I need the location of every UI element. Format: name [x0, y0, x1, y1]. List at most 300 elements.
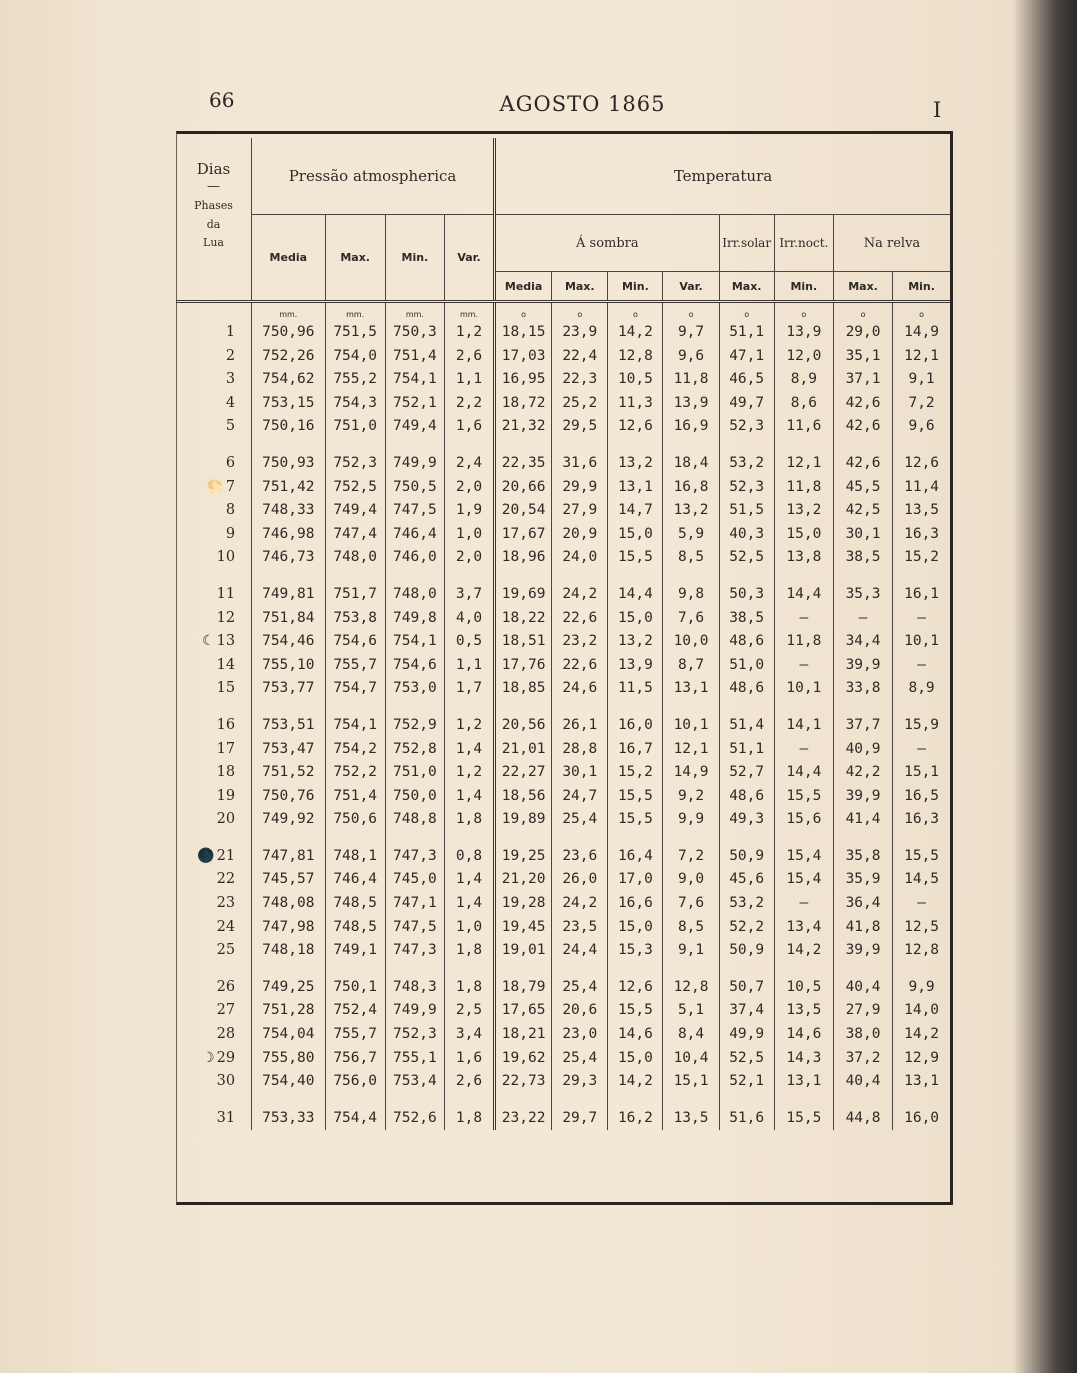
cell-r-max: 42,2: [833, 761, 892, 785]
cell-s-var: 12,8: [663, 976, 719, 1000]
cell-s-media: 18,22: [495, 607, 552, 631]
cell-s-media: 22,73: [495, 1070, 552, 1094]
day-number: 14: [216, 656, 236, 673]
cell-s-min: 10,5: [608, 368, 663, 392]
header-irr-solar: Irr.solar: [719, 215, 774, 272]
table-row: [176, 452, 950, 476]
cell-p-max: 751,5: [325, 321, 385, 345]
row-gap: [176, 701, 950, 714]
day-cell: [176, 714, 252, 738]
cell-p-min: 754,1: [385, 630, 444, 654]
cell-p-media: 753,15: [252, 392, 326, 416]
day-number: 28: [216, 1026, 236, 1043]
cell-r-min: 12,5: [893, 916, 950, 940]
day-cell: [176, 321, 252, 345]
cell-irs-max: 52,3: [719, 415, 774, 439]
cell-r-min: 14,2: [893, 1023, 950, 1047]
cell-p-media: 753,47: [252, 738, 326, 762]
cell-p-var: 1,8: [444, 1107, 494, 1131]
day-cell: [176, 476, 252, 500]
header-dias: [176, 138, 252, 302]
cell-s-max: 29,5: [552, 415, 608, 439]
cell-irs-max: 53,2: [719, 892, 774, 916]
day-number: 2: [225, 347, 236, 364]
cell-s-media: 19,01: [495, 939, 552, 963]
cell-r-min: —: [893, 892, 950, 916]
cell-irn-min: 11,8: [774, 476, 833, 500]
moon-phase-icon: 🌑: [197, 847, 215, 864]
cell-p-min: 752,3: [385, 1023, 444, 1047]
day-number: 9: [225, 525, 236, 542]
cell-p-var: 2,6: [444, 1070, 494, 1094]
cell-p-var: 1,6: [444, 1047, 494, 1071]
cell-p-max: 752,2: [325, 761, 385, 785]
day-cell: [176, 607, 252, 631]
cell-r-max: 38,0: [833, 1023, 892, 1047]
cell-s-media: 19,69: [495, 583, 552, 607]
cell-p-media: 746,98: [252, 523, 326, 547]
cell-r-max: 30,1: [833, 523, 892, 547]
cell-irs-max: 49,9: [719, 1023, 774, 1047]
table-row: [176, 976, 950, 1000]
header-irn-min: Min.: [774, 272, 833, 302]
day-cell: [176, 1070, 252, 1094]
day-number: 5: [225, 418, 236, 435]
cell-p-var: 1,0: [444, 916, 494, 940]
cell-p-var: 2,0: [444, 546, 494, 570]
cell-s-min: 15,2: [608, 761, 663, 785]
cell-s-min: 16,6: [608, 892, 663, 916]
cell-irs-max: 46,5: [719, 368, 774, 392]
cell-r-min: 16,5: [893, 785, 950, 809]
cell-s-var: 7,2: [663, 845, 719, 869]
table-row: [176, 939, 950, 963]
cell-p-var: 0,5: [444, 630, 494, 654]
cell-s-min: 15,5: [608, 808, 663, 832]
cell-p-media: 755,10: [252, 654, 326, 678]
cell-s-var: 11,8: [663, 368, 719, 392]
cell-s-min: 15,0: [608, 916, 663, 940]
cell-r-max: 29,0: [833, 321, 892, 345]
header-r-max: Max.: [833, 272, 892, 302]
cell-s-max: 29,3: [552, 1070, 608, 1094]
row-gap: [176, 963, 950, 976]
table-row: [176, 368, 950, 392]
cell-irn-min: 8,6: [774, 392, 833, 416]
table-row: [176, 892, 950, 916]
day-number: 22: [216, 871, 236, 888]
cell-p-media: 750,93: [252, 452, 326, 476]
cell-irs-max: 52,5: [719, 1047, 774, 1071]
cell-p-max: 752,5: [325, 476, 385, 500]
cell-s-min: 12,6: [608, 976, 663, 1000]
cell-s-min: 16,0: [608, 714, 663, 738]
day-number: 4: [225, 394, 236, 411]
cell-p-var: 1,2: [444, 761, 494, 785]
day-number: 25: [216, 942, 236, 959]
cell-irs-max: 53,2: [719, 452, 774, 476]
cell-s-var: 13,9: [663, 392, 719, 416]
cell-p-max: 754,7: [325, 677, 385, 701]
table-row: [176, 714, 950, 738]
cell-irn-min: 11,6: [774, 415, 833, 439]
day-number: 15: [216, 680, 236, 697]
cell-s-max: 30,1: [552, 761, 608, 785]
cell-p-max: 746,4: [325, 868, 385, 892]
cell-p-var: 1,0: [444, 523, 494, 547]
cell-irs-max: 51,4: [719, 714, 774, 738]
cell-s-min: 15,5: [608, 546, 663, 570]
cell-p-min: 748,8: [385, 808, 444, 832]
cell-s-min: 14,6: [608, 1023, 663, 1047]
cell-s-max: 24,2: [552, 583, 608, 607]
cell-s-min: 13,1: [608, 476, 663, 500]
unit-degree: o: [833, 302, 892, 322]
cell-s-min: 12,8: [608, 345, 663, 369]
cell-irs-max: 48,6: [719, 630, 774, 654]
cell-irs-max: 51,6: [719, 1107, 774, 1131]
row-gap: [176, 1094, 950, 1107]
unit-degree: o: [719, 302, 774, 322]
cell-s-media: 22,27: [495, 761, 552, 785]
cell-p-var: 2,0: [444, 476, 494, 500]
header-p-media: Media: [252, 215, 326, 302]
cell-s-var: 8,7: [663, 654, 719, 678]
cell-irn-min: —: [774, 892, 833, 916]
cell-p-var: 1,4: [444, 738, 494, 762]
day-number: 19: [216, 787, 236, 804]
page-mark: I: [933, 98, 942, 122]
cell-s-max: 20,9: [552, 523, 608, 547]
cell-r-max: 39,9: [833, 939, 892, 963]
cell-r-min: 14,5: [893, 868, 950, 892]
day-cell: [176, 677, 252, 701]
cell-s-min: 16,4: [608, 845, 663, 869]
cell-s-var: 18,4: [663, 452, 719, 476]
day-number: 27: [216, 1002, 236, 1019]
cell-irs-max: 52,3: [719, 476, 774, 500]
day-number: 1: [225, 324, 236, 340]
table-row: [176, 630, 950, 654]
day-cell: [176, 523, 252, 547]
cell-irn-min: 13,5: [774, 999, 833, 1023]
cell-s-max: 25,4: [552, 976, 608, 1000]
cell-r-min: —: [893, 607, 950, 631]
cell-s-media: 18,72: [495, 392, 552, 416]
cell-irn-min: 12,1: [774, 452, 833, 476]
cell-p-min: 751,0: [385, 761, 444, 785]
table-row: [176, 845, 950, 869]
table-row: [176, 916, 950, 940]
day-number: 17: [216, 740, 236, 757]
cell-s-max: 24,0: [552, 546, 608, 570]
cell-irs-max: 51,1: [719, 738, 774, 762]
cell-r-min: 15,9: [893, 714, 950, 738]
table-row: [176, 499, 950, 523]
cell-p-media: 751,28: [252, 999, 326, 1023]
cell-s-var: 5,1: [663, 999, 719, 1023]
cell-p-min: 750,3: [385, 321, 444, 345]
cell-irn-min: 14,4: [774, 761, 833, 785]
cell-p-max: 748,0: [325, 546, 385, 570]
cell-s-media: 17,03: [495, 345, 552, 369]
cell-p-media: 747,98: [252, 916, 326, 940]
cell-p-var: 1,4: [444, 785, 494, 809]
cell-s-var: 9,6: [663, 345, 719, 369]
cell-irs-max: 50,3: [719, 583, 774, 607]
cell-s-max: 26,1: [552, 714, 608, 738]
cell-r-max: 42,6: [833, 415, 892, 439]
cell-s-media: 19,25: [495, 845, 552, 869]
cell-s-media: 20,54: [495, 499, 552, 523]
cell-s-min: 14,2: [608, 1070, 663, 1094]
cell-irn-min: 15,5: [774, 785, 833, 809]
table-row: [176, 546, 950, 570]
cell-p-var: 1,8: [444, 808, 494, 832]
cell-s-min: 13,2: [608, 452, 663, 476]
cell-p-min: 748,3: [385, 976, 444, 1000]
cell-p-min: 747,5: [385, 499, 444, 523]
cell-irn-min: —: [774, 654, 833, 678]
cell-p-min: 745,0: [385, 868, 444, 892]
cell-s-var: 8,5: [663, 916, 719, 940]
cell-s-var: 9,8: [663, 583, 719, 607]
day-number: 30: [216, 1073, 236, 1090]
table-row: [176, 738, 950, 762]
cell-r-max: 37,7: [833, 714, 892, 738]
cell-p-var: 2,2: [444, 392, 494, 416]
cell-s-max: 27,9: [552, 499, 608, 523]
cell-p-max: 754,0: [325, 345, 385, 369]
cell-s-var: 14,9: [663, 761, 719, 785]
cell-r-max: —: [833, 607, 892, 631]
table-row: [176, 808, 950, 832]
cell-p-media: 750,96: [252, 321, 326, 345]
cell-r-min: 15,5: [893, 845, 950, 869]
cell-s-media: 21,01: [495, 738, 552, 762]
cell-r-min: 8,9: [893, 677, 950, 701]
cell-p-min: 747,3: [385, 939, 444, 963]
cell-s-media: 19,89: [495, 808, 552, 832]
table-row: [176, 1047, 950, 1071]
cell-p-min: 755,1: [385, 1047, 444, 1071]
cell-s-min: 15,0: [608, 1047, 663, 1071]
cell-s-min: 17,0: [608, 868, 663, 892]
cell-p-var: 1,4: [444, 892, 494, 916]
cell-s-var: 9,0: [663, 868, 719, 892]
cell-s-media: 20,56: [495, 714, 552, 738]
cell-s-var: 9,7: [663, 321, 719, 345]
cell-irs-max: 50,9: [719, 939, 774, 963]
cell-s-min: 15,0: [608, 523, 663, 547]
cell-r-max: 37,2: [833, 1047, 892, 1071]
cell-r-max: 45,5: [833, 476, 892, 500]
cell-s-max: 20,6: [552, 999, 608, 1023]
cell-p-min: 752,6: [385, 1107, 444, 1131]
day-number: 24: [216, 918, 236, 935]
cell-r-max: 40,4: [833, 1070, 892, 1094]
cell-p-min: 747,5: [385, 916, 444, 940]
cell-p-media: 751,84: [252, 607, 326, 631]
cell-s-min: 16,7: [608, 738, 663, 762]
cell-irs-max: 50,9: [719, 845, 774, 869]
cell-p-max: 748,1: [325, 845, 385, 869]
cell-s-max: 23,6: [552, 845, 608, 869]
day-cell: [176, 939, 252, 963]
cell-irs-max: 52,5: [719, 546, 774, 570]
cell-s-var: 12,1: [663, 738, 719, 762]
day-cell: [176, 1023, 252, 1047]
cell-p-var: 4,0: [444, 607, 494, 631]
moon-phase-icon: ☾: [202, 633, 215, 650]
table-row: [176, 607, 950, 631]
cell-s-media: 21,20: [495, 868, 552, 892]
header-irs-max: Max.: [719, 272, 774, 302]
cell-p-max: 749,1: [325, 939, 385, 963]
cell-r-max: 42,6: [833, 452, 892, 476]
day-cell: [176, 868, 252, 892]
cell-p-min: 753,4: [385, 1070, 444, 1094]
cell-s-var: 9,9: [663, 808, 719, 832]
day-number: 21: [216, 847, 236, 864]
cell-p-var: 1,6: [444, 415, 494, 439]
cell-p-media: 752,26: [252, 345, 326, 369]
table-row: [176, 868, 950, 892]
cell-s-max: 25,2: [552, 392, 608, 416]
day-number: 16: [216, 716, 236, 733]
day-cell: [176, 345, 252, 369]
cell-r-min: 9,6: [893, 415, 950, 439]
day-cell: [176, 415, 252, 439]
cell-p-var: 1,8: [444, 976, 494, 1000]
cell-s-max: 25,4: [552, 1047, 608, 1071]
header-p-var: Var.: [444, 215, 494, 302]
cell-s-media: 20,66: [495, 476, 552, 500]
cell-r-max: 35,9: [833, 868, 892, 892]
cell-s-var: 7,6: [663, 607, 719, 631]
cell-p-max: 752,4: [325, 999, 385, 1023]
cell-p-media: 754,62: [252, 368, 326, 392]
cell-p-min: 751,4: [385, 345, 444, 369]
cell-s-min: 16,2: [608, 1107, 663, 1131]
cell-r-min: 13,5: [893, 499, 950, 523]
cell-r-max: 40,4: [833, 976, 892, 1000]
cell-p-max: 751,0: [325, 415, 385, 439]
day-number: 31: [216, 1109, 236, 1126]
cell-irs-max: 40,3: [719, 523, 774, 547]
cell-s-var: 5,9: [663, 523, 719, 547]
cell-r-min: 12,9: [893, 1047, 950, 1071]
day-cell: [176, 892, 252, 916]
cell-p-var: 2,4: [444, 452, 494, 476]
cell-s-media: 17,67: [495, 523, 552, 547]
cell-p-var: 1,7: [444, 677, 494, 701]
cell-p-min: 746,0: [385, 546, 444, 570]
cell-p-min: 749,9: [385, 999, 444, 1023]
meteorological-table: [176, 138, 950, 1130]
cell-p-media: 753,33: [252, 1107, 326, 1131]
cell-s-media: 17,76: [495, 654, 552, 678]
cell-s-min: 14,7: [608, 499, 663, 523]
day-cell: [176, 845, 252, 869]
cell-r-max: 35,1: [833, 345, 892, 369]
day-number: 3: [225, 371, 236, 388]
row-gap: [176, 439, 950, 452]
cell-r-min: 16,1: [893, 583, 950, 607]
unit-degree: o: [893, 302, 950, 322]
cell-s-media: 23,22: [495, 1107, 552, 1131]
cell-p-media: 748,18: [252, 939, 326, 963]
cell-p-media: 754,46: [252, 630, 326, 654]
day-cell: [176, 916, 252, 940]
cell-p-min: 747,1: [385, 892, 444, 916]
cell-p-media: 750,76: [252, 785, 326, 809]
day-cell: [176, 452, 252, 476]
cell-r-min: 15,1: [893, 761, 950, 785]
header-r-min: Min.: [893, 272, 950, 302]
cell-p-max: 747,4: [325, 523, 385, 547]
cell-p-var: 1,2: [444, 714, 494, 738]
cell-s-var: 9,2: [663, 785, 719, 809]
header-s-min: Min.: [608, 272, 663, 302]
day-cell: [176, 976, 252, 1000]
cell-s-max: 23,5: [552, 916, 608, 940]
cell-s-var: 8,4: [663, 1023, 719, 1047]
header-a-sombra: Á sombra: [495, 215, 720, 272]
cell-s-max: 22,6: [552, 654, 608, 678]
cell-s-max: 24,2: [552, 892, 608, 916]
cell-s-max: 29,9: [552, 476, 608, 500]
cell-p-min: 754,6: [385, 654, 444, 678]
cell-s-max: 22,6: [552, 607, 608, 631]
header-irr-noct: Irr.noct.: [774, 215, 833, 272]
cell-s-media: 18,51: [495, 630, 552, 654]
cell-irn-min: —: [774, 607, 833, 631]
cell-irn-min: 14,6: [774, 1023, 833, 1047]
cell-irn-min: 12,0: [774, 345, 833, 369]
cell-s-min: 11,3: [608, 392, 663, 416]
day-cell: [176, 368, 252, 392]
cell-irn-min: —: [774, 738, 833, 762]
table-row: [176, 785, 950, 809]
cell-r-max: 42,5: [833, 499, 892, 523]
cell-p-var: 1,1: [444, 368, 494, 392]
header-s-max: Max.: [552, 272, 608, 302]
cell-s-var: 16,9: [663, 415, 719, 439]
cell-s-media: 18,56: [495, 785, 552, 809]
header-na-relva: Na relva: [833, 215, 950, 272]
cell-p-media: 747,81: [252, 845, 326, 869]
cell-p-media: 746,73: [252, 546, 326, 570]
cell-r-max: 41,8: [833, 916, 892, 940]
cell-irn-min: 14,3: [774, 1047, 833, 1071]
cell-s-var: 10,4: [663, 1047, 719, 1071]
page-title-text: AGOSTO 1865: [499, 92, 666, 116]
day-number: 23: [216, 895, 236, 912]
cell-p-max: 750,1: [325, 976, 385, 1000]
cell-p-max: 751,4: [325, 785, 385, 809]
day-cell: [176, 999, 252, 1023]
cell-s-min: 12,6: [608, 415, 663, 439]
cell-p-media: 755,80: [252, 1047, 326, 1071]
day-number: 7: [225, 478, 236, 495]
unit-degree: o: [552, 302, 608, 322]
cell-s-var: 10,1: [663, 714, 719, 738]
cell-r-min: 12,6: [893, 452, 950, 476]
unit-degree: o: [495, 302, 552, 322]
cell-r-max: 27,9: [833, 999, 892, 1023]
header-dias-label: Dias: [196, 160, 231, 178]
